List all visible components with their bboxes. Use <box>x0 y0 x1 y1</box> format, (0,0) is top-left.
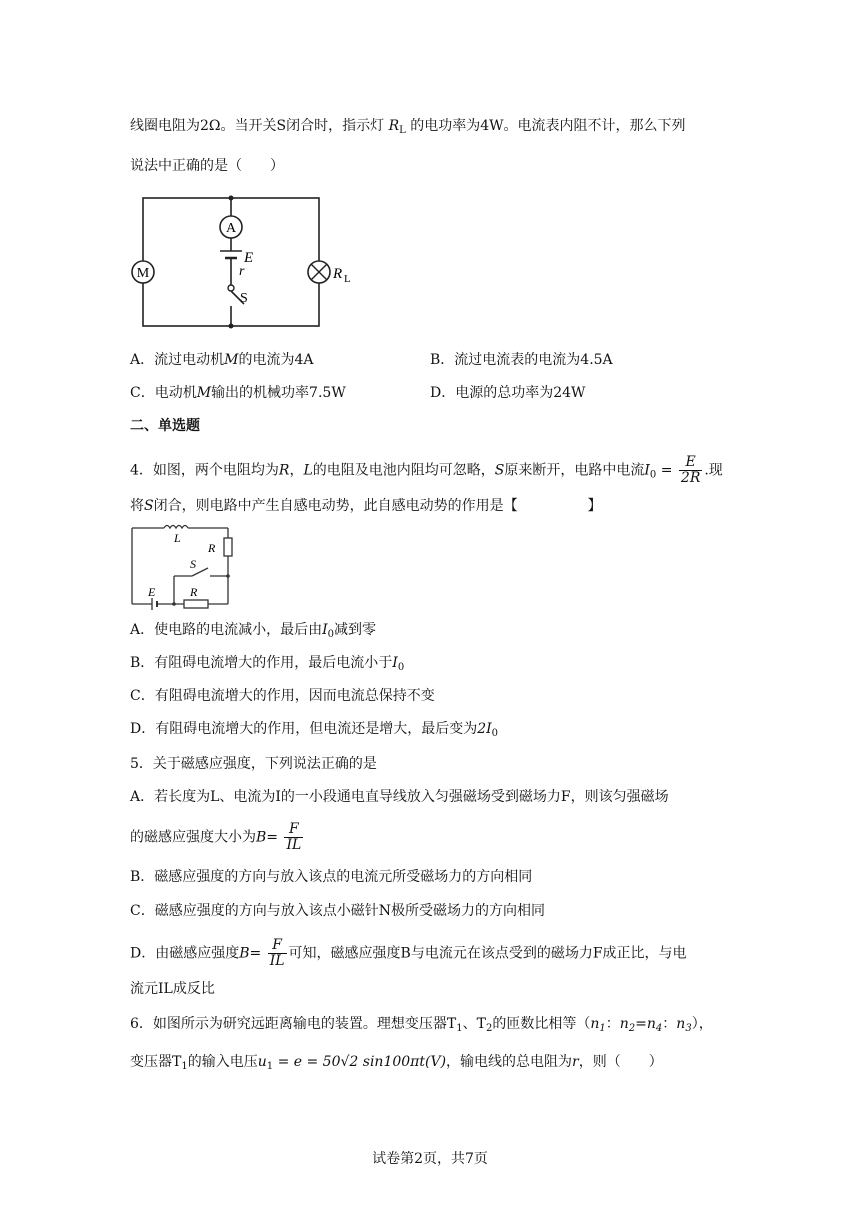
svg-text:r: r <box>239 264 245 279</box>
svg-text:R: R <box>208 541 216 555</box>
q3-stem-line2: 说法中正确的是（ ） <box>130 158 284 174</box>
svg-text:A: A <box>225 221 237 236</box>
lamp-symbol <box>308 261 330 283</box>
q5-option-a-line1: A．若长度为L、电流为I的一小段通电直导线放入匀强磁场受到磁场力F，则该匀强磁场 <box>130 789 669 805</box>
q5-option-d-line2: 流元IL成反比 <box>130 981 215 997</box>
svg-text:L: L <box>344 273 351 285</box>
q4-stem-line1: 4．如图，两个电阻均为R，L的电阻及电池内阻均可忽略，S原来断开，电路中电流$I_0$ = $\frac{E}{2R}$ .现 <box>130 454 723 486</box>
svg-text:L: L <box>174 531 181 545</box>
svg-text:E: E <box>148 585 156 599</box>
svg-text:M: M <box>136 266 150 281</box>
q4-option-a: A．使电路的电流减小，最后由$I_0$减到零 <box>130 622 377 640</box>
q3-option-c: C．电动机M输出的机械功率7.5W <box>130 385 346 401</box>
page-footer: 试卷第2页，共7页 <box>372 1151 488 1167</box>
q4-option-c: C．有阻碍电流增大的作用，因而电流总保持不变 <box>130 688 435 704</box>
q5-option-b: B．磁感应强度的方向与放入该点的电流元所受磁场力的方向相同 <box>130 869 533 885</box>
svg-text:R: R <box>190 585 198 599</box>
q5-option-d-line1: D．由磁感应强度B= $\frac{F}{IL}$ 可知，磁感应强度B与电流元在该点受到的磁场力F成正比，与电 <box>130 937 687 969</box>
q3-stem-line1: 线圈电阻为2Ω。当开关S闭合时，指示灯 $R_L$ 的电功率为4W。电流表内阻不计，那么下列 <box>130 118 686 136</box>
q4-option-d: D．有阻碍电流增大的作用，但电流还是增大，最后变为$2I_0$ <box>130 721 499 739</box>
svg-text:E: E <box>244 250 254 266</box>
q5-option-a-line2: 的磁感应强度大小为B= $\frac{F}{IL}$ <box>130 821 302 853</box>
q5-option-c: C．磁感应强度的方向与放入该点小磁针N极所受磁场力的方向相同 <box>130 903 545 919</box>
q5-stem: 5．关于磁感应强度，下列说法正确的是 <box>130 756 377 772</box>
q3-option-d: D．电源的总功率为24W <box>430 385 586 401</box>
svg-text:S: S <box>190 557 196 571</box>
q5-fraction-d: $\frac{F}{IL}$ <box>269 937 285 969</box>
section-heading: 二、单选题 <box>130 418 200 434</box>
q5-fraction-a: $\frac{F}{IL}$ <box>286 821 302 853</box>
q4-stem-line2: 将S闭合，则电路中产生自感电动势，此自感电动势的作用是【 】 <box>130 498 602 514</box>
q3-option-a: A．流过电动机M的电流为4A <box>130 352 314 368</box>
svg-text:S: S <box>240 291 248 306</box>
q4-option-b: B．有阻碍电流增大的作用，最后电流小于$I_0$ <box>130 655 405 673</box>
q6-voltage-formula: = e = 50√2 sin100πt(V) <box>277 1054 447 1070</box>
q6-stem-line2: 变压器$T_1$的输入电压$u_1 = e = 50√2$ sin100πt(V)，输电线的总电阻为r，则（ ） <box>130 1054 663 1072</box>
q3-option-b: B．流过电流表的电流为4.5A <box>430 352 613 368</box>
q3-circuit-diagram <box>128 188 368 333</box>
q4-circuit-diagram <box>128 518 238 610</box>
q6-stem-line1: 6．如图所示为研究远距离输电的装置。理想变压器$T_1$、$T_2$的匝数比相等（$n_1$：$n_2=n_4$：$n_3$）， <box>130 1016 713 1034</box>
q4-current-fraction: $\frac{E}{2R}$ <box>680 454 701 486</box>
svg-text:R: R <box>333 266 343 282</box>
